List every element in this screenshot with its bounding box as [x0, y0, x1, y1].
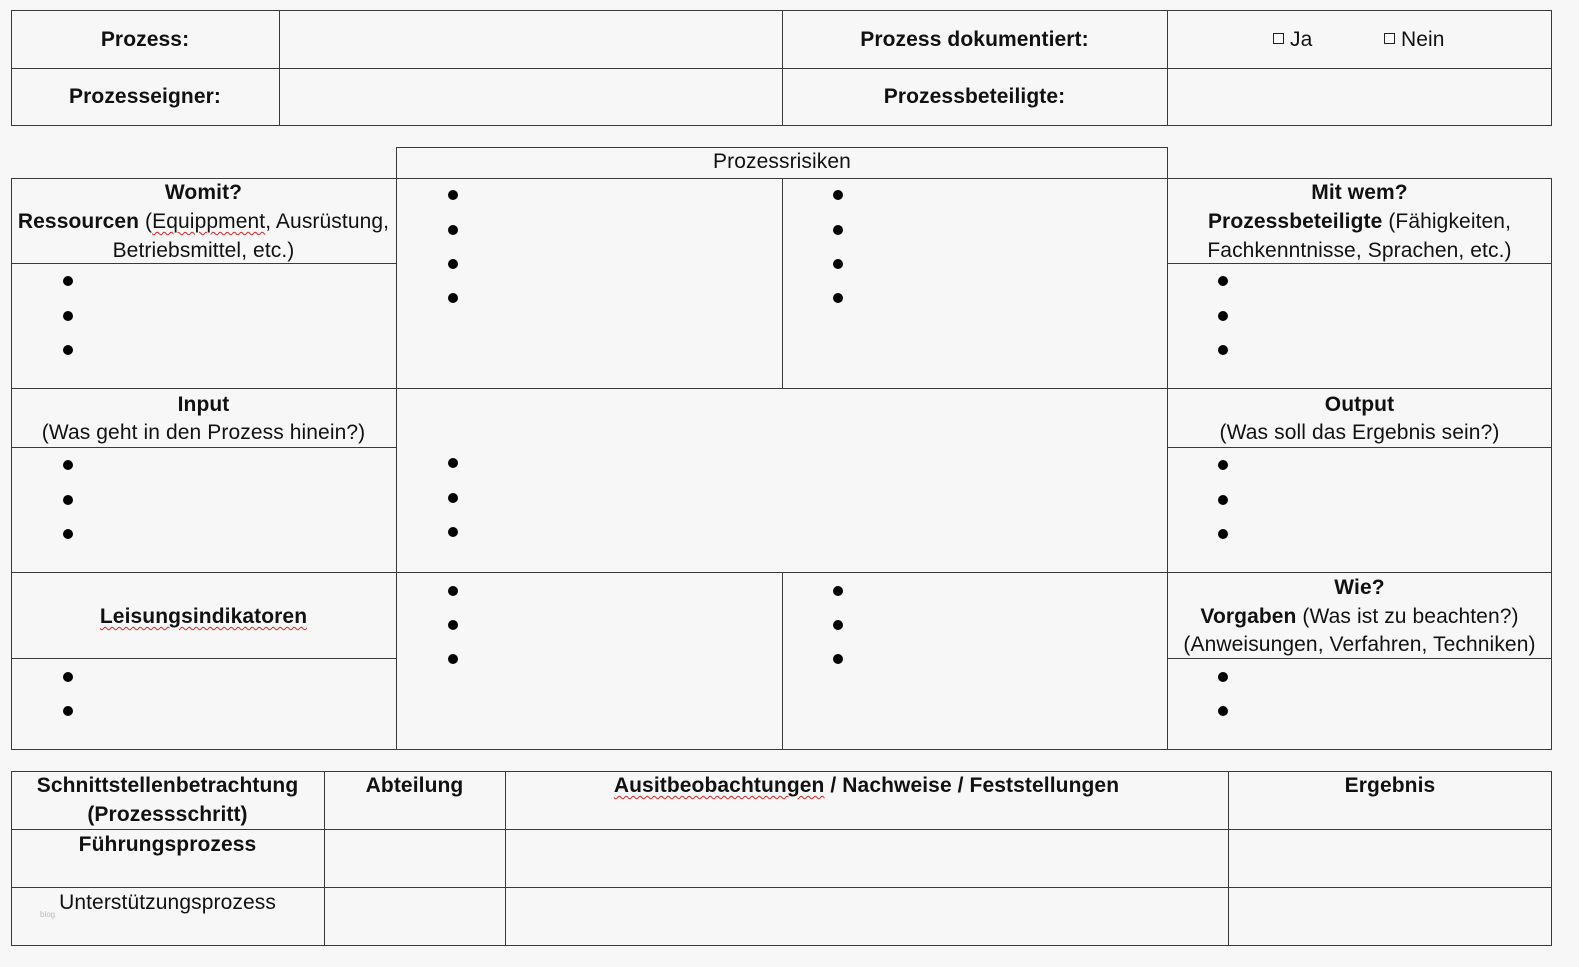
bullet — [448, 527, 458, 537]
mitwem-prozessbeteiligte: Prozessbeteiligte — [1207, 210, 1383, 233]
womit-line2-rest: , Ausrüstung, — [265, 210, 390, 233]
option-nein-label: Nein — [1401, 28, 1445, 51]
bullet — [833, 293, 843, 303]
main-col-divider-mid-top — [782, 178, 783, 388]
bullet — [1218, 311, 1228, 321]
header-schnittstellen: Schnittstellenbetrachtung — [36, 774, 299, 797]
mitwem-line2-rest: (Fähigkeiten, — [1382, 210, 1512, 233]
wie-line3: (Anweisungen, Verfahren, Techniken) — [1183, 633, 1536, 656]
bullet — [448, 293, 458, 303]
wie-title: Wie? — [1334, 576, 1385, 599]
bullet — [1218, 345, 1228, 355]
checkbox-ja[interactable] — [1273, 33, 1284, 44]
bullet — [63, 276, 73, 286]
womit-paren: ( — [139, 210, 153, 233]
bullet — [448, 586, 458, 596]
bullet — [448, 654, 458, 664]
bullet — [833, 586, 843, 596]
header-beobachtungen — [505, 771, 1228, 800]
checkbox-nein[interactable] — [1384, 33, 1395, 44]
header-ergebnis: Ergebnis — [1344, 774, 1436, 797]
header-beobachtungen-underlined: Ausitbeobachtungen — [613, 774, 825, 797]
option-nein[interactable] — [1384, 25, 1445, 54]
input-subtitle: (Was geht in den Prozess hinein?) — [41, 421, 366, 444]
bullet — [63, 672, 73, 682]
main-col-divider-mid-bottom — [782, 572, 783, 750]
bullet — [448, 493, 458, 503]
bullet — [1218, 276, 1228, 286]
header-beobachtungen-rest: / Nachweise / Feststellungen — [824, 774, 1120, 797]
bullet — [63, 495, 73, 505]
bullet — [63, 706, 73, 716]
output-title: Output — [1324, 393, 1395, 416]
wie-line2-rest: (Was ist zu beachten?) — [1296, 605, 1519, 628]
bullet — [1218, 706, 1228, 716]
womit-equippment: Equippment — [152, 210, 266, 233]
bullet — [63, 311, 73, 321]
bullet — [833, 259, 843, 269]
leistung-header-divider — [11, 658, 396, 659]
bullet — [833, 190, 843, 200]
row-divider-1 — [11, 388, 1552, 389]
bullet — [448, 259, 458, 269]
womit-ressourcen: Ressourcen — [17, 210, 140, 233]
womit-line2 — [11, 207, 396, 236]
header-col-divider-3 — [1167, 10, 1168, 126]
prozessbeteiligte-field[interactable] — [1170, 69, 1550, 125]
header-col-divider-1 — [279, 10, 280, 126]
output-header-divider — [1167, 447, 1552, 448]
prozess-label: Prozess: — [100, 28, 190, 51]
input-title: Input — [177, 393, 230, 416]
bullet — [448, 225, 458, 235]
bullet — [63, 460, 73, 470]
row-unterstuetzungsprozess: Unterstützungsprozess — [59, 891, 276, 914]
prozessrisiken-title: Prozessrisiken — [713, 150, 851, 173]
wie-line2 — [1167, 602, 1552, 631]
bullet — [1218, 529, 1228, 539]
bullet — [833, 620, 843, 630]
leistung-title-text: Leisungsindikatoren — [99, 605, 308, 628]
womit-title: Womit? — [164, 181, 243, 204]
option-ja-label: Ja — [1290, 28, 1313, 51]
bullet — [448, 458, 458, 468]
bullet — [448, 620, 458, 630]
mitwem-line3: Fachkenntnisse, Sprachen, etc.) — [1207, 239, 1512, 262]
prozessbeteiligte-label: Prozessbeteiligte: — [883, 85, 1066, 108]
bullet — [833, 225, 843, 235]
bullet — [448, 190, 458, 200]
prozesseigner-field[interactable] — [282, 69, 779, 125]
prozess-dokumentiert-label: Prozess dokumentiert: — [860, 28, 1089, 51]
input-header-divider — [11, 447, 396, 448]
output-subtitle: (Was soll das Ergebnis sein?) — [1219, 421, 1500, 444]
prozess-field[interactable] — [282, 11, 779, 67]
option-ja[interactable] — [1273, 25, 1312, 54]
bullet — [1218, 460, 1228, 470]
header-prozessschritt: (Prozessschritt) — [87, 803, 248, 826]
mitwem-title: Mit wem? — [1311, 181, 1408, 204]
bullet — [63, 345, 73, 355]
mitwem-line2 — [1167, 207, 1552, 236]
wie-vorgaben: Vorgaben — [1200, 605, 1297, 628]
row-fuehrungsprozess: Führungsprozess — [78, 833, 257, 856]
bullet — [1218, 495, 1228, 505]
womit-line3: Betriebsmittel, etc.) — [112, 239, 295, 262]
watermark-text: blog — [40, 910, 56, 919]
header-abteilung: Abteilung — [365, 774, 464, 797]
leistung-title — [11, 602, 396, 631]
prozesseigner-label: Prozesseigner: — [69, 85, 221, 108]
bullet — [833, 654, 843, 664]
bullet — [1218, 672, 1228, 682]
bullet — [63, 529, 73, 539]
main-col-divider-left — [396, 178, 397, 750]
